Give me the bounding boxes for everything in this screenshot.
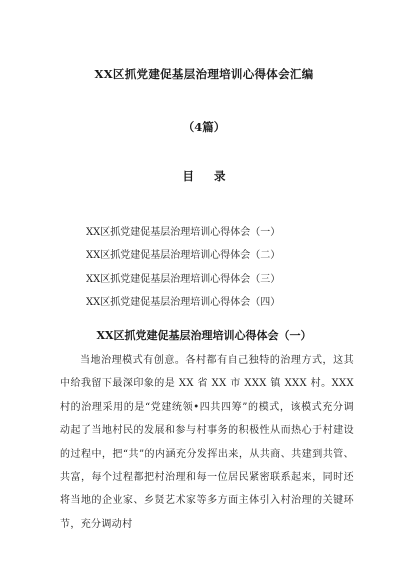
body-paragraph: 当地治理模式有创意。各村都有自己独特的治理方式，这其中给我留下最深印象的是 XX 省 XX 市 XXX 镇 XXX 村。XXX 村的治理采用的是“党建统领•四共四筹”的模式，该模式充分调动起了当地村民的发展和参与村事务的积极性从而热心于村建设的过程中，把“共”的内涵充分发挥出来，从共商、共建到共管、共富，每个过程都把村治理和每一位居民紧密联系起来，同时还将当地的企业家、乡贤艺术家等多方面主体引入村治理的关键环节，充分调动村	[60, 355, 354, 530]
toc-heading: 目 录	[182, 169, 234, 183]
table-of-contents	[86, 221, 280, 314]
toc-item-1[interactable]: XX区抓党建促基层治理培训心得体会（一）	[86, 227, 281, 238]
toc-item-3[interactable]: XX区抓党建促基层治理培训心得体会（三）	[86, 273, 281, 285]
toc-item-2[interactable]: XX区抓党建促基层治理培训心得体会（二）	[86, 250, 281, 262]
document-title: XX区抓党建促基层治理培训心得体会汇编	[94, 67, 314, 81]
article-count: （4篇）	[182, 120, 226, 134]
section-title: XX区抓党建促基层治理培训心得体会（一）	[96, 329, 312, 342]
toc-item-4[interactable]: XX区抓党建促基层治理培训心得体会（四）	[86, 296, 281, 308]
